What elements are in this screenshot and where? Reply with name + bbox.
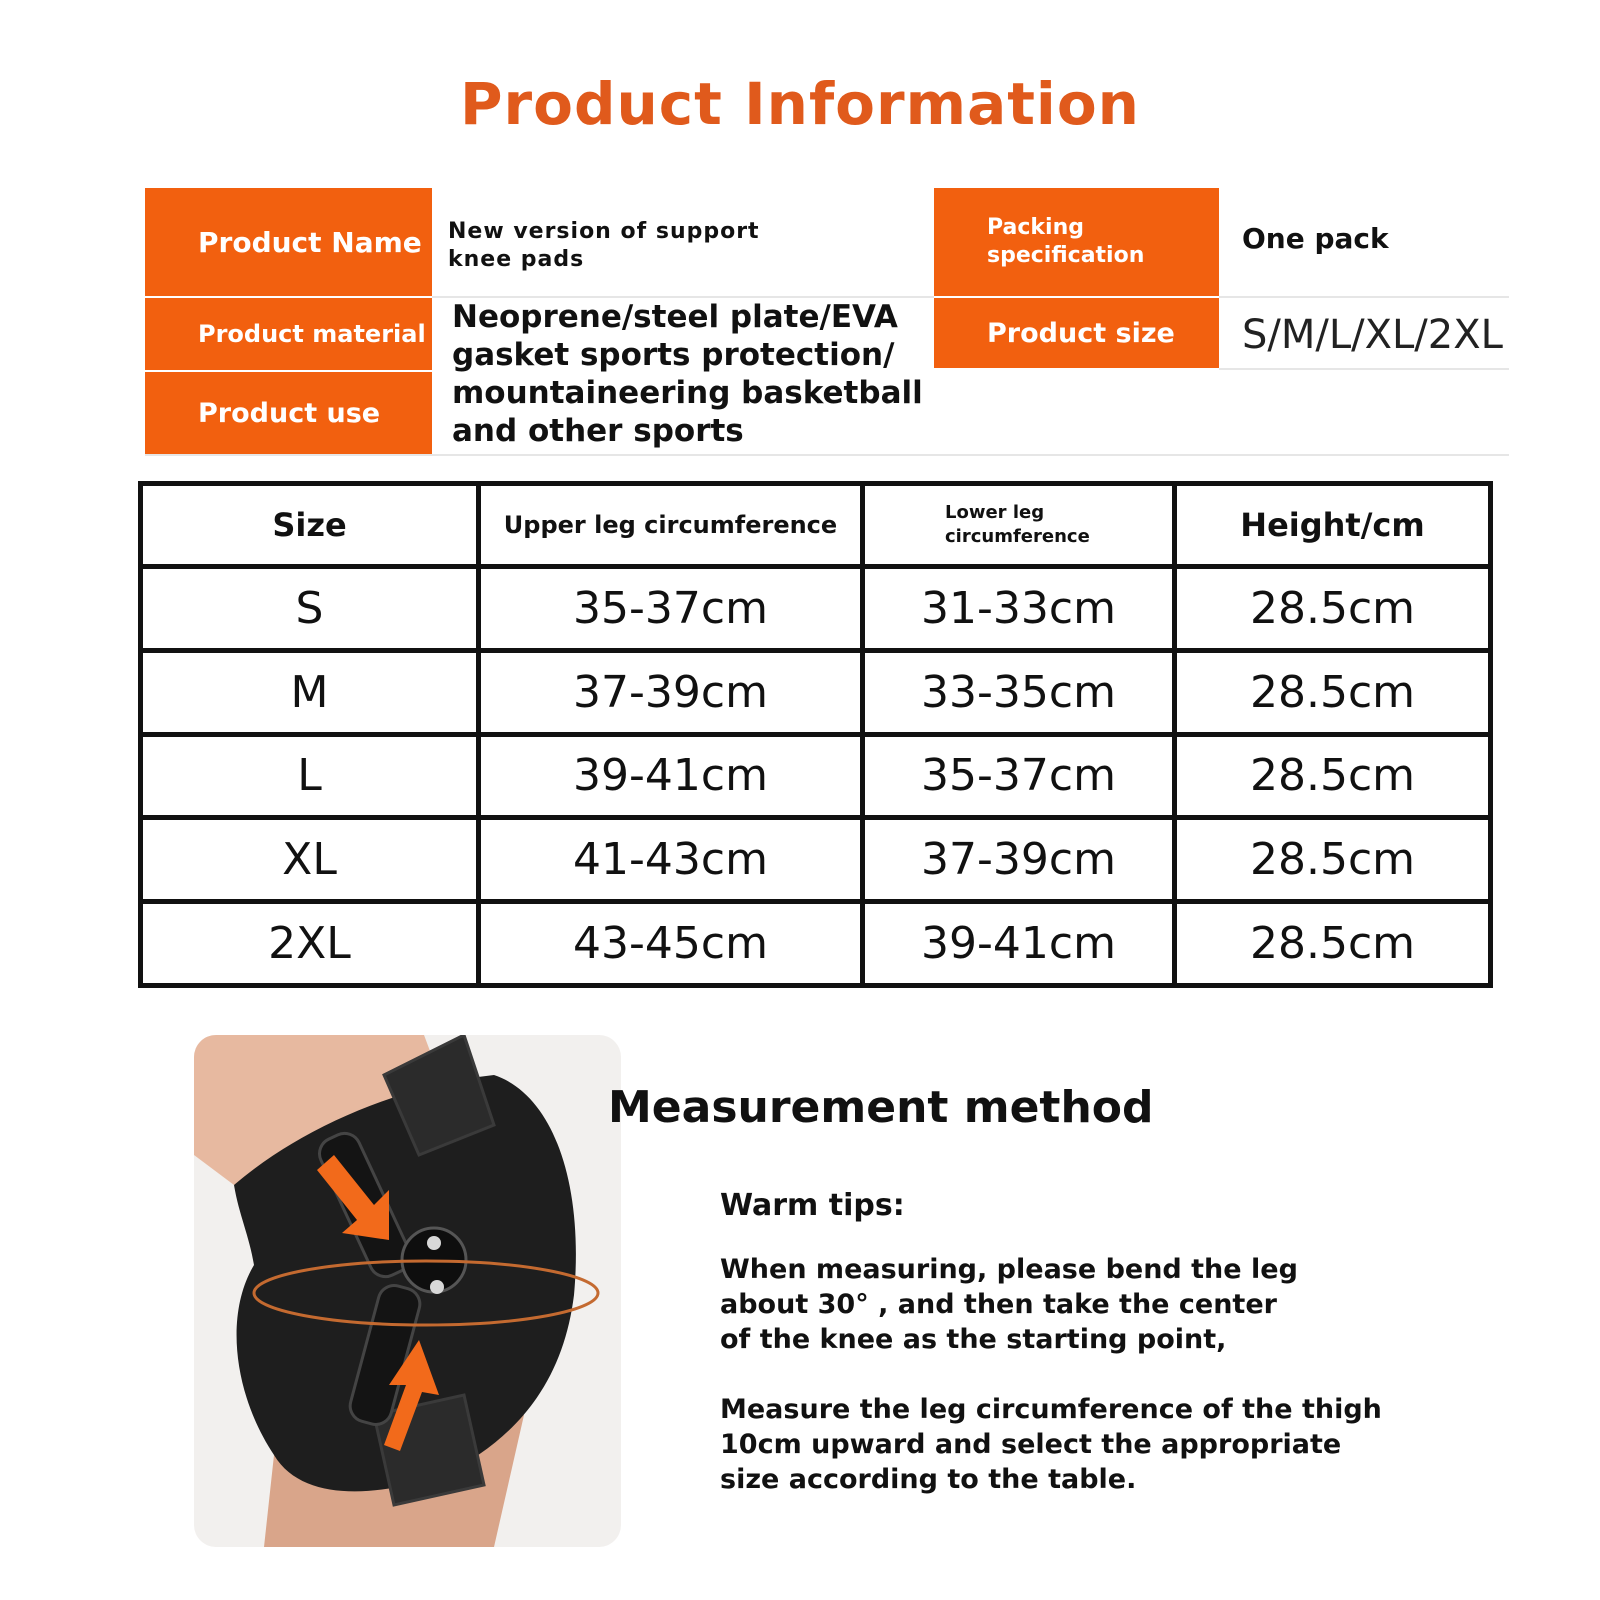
- header-size: Size: [141, 484, 479, 567]
- upper-leg-cell: 41-43cm: [479, 818, 863, 902]
- knee-brace-illustration: [194, 1035, 621, 1547]
- divider: [1219, 296, 1509, 298]
- material-use-value: Neoprene/steel plate/EVA gasket sports protection/ mountaineering basketball and other sports: [452, 299, 923, 449]
- lower-leg-cell: 31-33cm: [863, 567, 1175, 651]
- product-size-label: Product size: [934, 298, 1219, 368]
- size-cell: M: [141, 650, 479, 734]
- size-cell: S: [141, 567, 479, 651]
- divider: [145, 454, 1509, 456]
- lower-leg-cell: 33-35cm: [863, 650, 1175, 734]
- header-height: Height/cm: [1175, 484, 1491, 567]
- size-cell: 2XL: [141, 902, 479, 986]
- product-use-label: Product use: [145, 372, 432, 454]
- upper-leg-cell: 43-45cm: [479, 902, 863, 986]
- table-row: [141, 734, 1491, 818]
- upper-leg-cell: 35-37cm: [479, 567, 863, 651]
- packing-spec-value: One pack: [1242, 222, 1389, 255]
- table-row: [141, 650, 1491, 734]
- warm-tip-2: Measure the leg circumference of the thigh 10cm upward and select the appropriate size according to the table.: [720, 1394, 1382, 1495]
- warm-tip-1: When measuring, please bend the leg about 30° , and then take the center of the knee as the starting point,: [720, 1254, 1298, 1355]
- header-upper-leg: Upper leg circumference: [479, 484, 863, 567]
- lower-leg-cell: 35-37cm: [863, 734, 1175, 818]
- page-title: Product Information: [460, 70, 1140, 138]
- product-size-value: S/M/L/XL/2XL: [1242, 312, 1503, 358]
- height-cell: 28.5cm: [1175, 818, 1491, 902]
- upper-leg-cell: 37-39cm: [479, 650, 863, 734]
- knee-brace-photo: [194, 1035, 621, 1547]
- height-cell: 28.5cm: [1175, 902, 1491, 986]
- product-name-value: New version of support knee pads: [448, 219, 760, 272]
- product-name-label: Product Name: [145, 188, 432, 296]
- height-cell: 28.5cm: [1175, 650, 1491, 734]
- lower-leg-cell: 39-41cm: [863, 902, 1175, 986]
- warm-tips-title: Warm tips:: [720, 1188, 905, 1223]
- divider: [1219, 368, 1509, 370]
- size-cell: L: [141, 734, 479, 818]
- upper-leg-cell: 39-41cm: [479, 734, 863, 818]
- table-row: [141, 567, 1491, 651]
- size-table-header-row: [141, 484, 1491, 567]
- packing-spec-label: Packing specification: [934, 188, 1219, 296]
- table-row: [141, 818, 1491, 902]
- height-cell: 28.5cm: [1175, 567, 1491, 651]
- header-lower-leg: Lower leg circumference: [863, 484, 1175, 567]
- measurement-method-title: Measurement method: [608, 1082, 1154, 1133]
- table-row: [141, 902, 1491, 986]
- size-table: [138, 481, 1493, 988]
- height-cell: 28.5cm: [1175, 734, 1491, 818]
- product-material-label: Product material: [145, 298, 432, 370]
- lower-leg-cell: 37-39cm: [863, 818, 1175, 902]
- size-cell: XL: [141, 818, 479, 902]
